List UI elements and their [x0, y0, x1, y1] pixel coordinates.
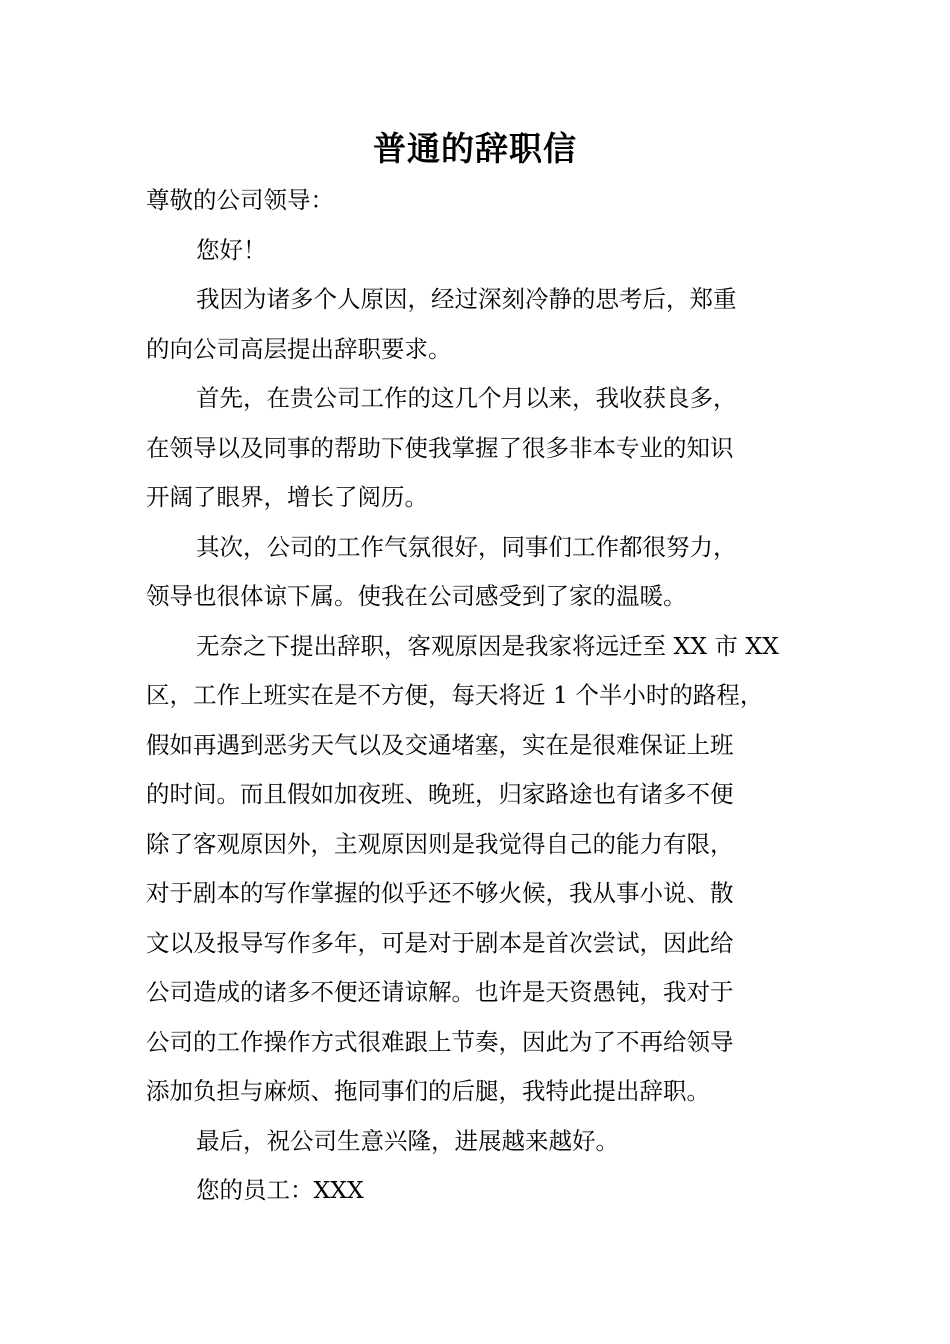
letter-line: 的向公司高层提出辞职要求。 [146, 334, 452, 363]
letter-line: 我因为诸多个人原因，经过深刻冷静的思考后，郑重 [196, 285, 737, 313]
letter-line: 文以及报导写作多年，可是对于剧本是首次尝试，因此给 [146, 928, 734, 957]
letter-line: 最后，祝公司生意兴隆，进展越来越好。 [196, 1126, 619, 1155]
letter-line: 您的员工：XXX [196, 1176, 364, 1204]
letter-line: 添加负担与麻烦、拖同事们的后腿，我特此提出辞职。 [146, 1077, 710, 1105]
letter-line: 区，工作上班实在是不方便，每天将近 1 个半小时的路程， [146, 681, 764, 709]
letter-line: 的时间。而且假如加夜班、晚班，归家路途也有诸多不便 [146, 780, 734, 808]
letter-line: 开阔了眼界，增长了阅历。 [146, 483, 428, 511]
letter-line: 首先，在贵公司工作的这几个月以来，我收获良多， [196, 384, 737, 412]
letter-body [146, 176, 806, 1216]
letter-line: 无奈之下提出辞职，客观原因是我家将远迁至 XX 市 XX [196, 631, 779, 660]
letter-line: 对于剧本的写作掌握的似乎还不够火候，我从事小说、散 [146, 879, 734, 907]
letter-line: 您好！ [196, 235, 267, 264]
letter-line: 公司造成的诸多不便还请谅解。也许是天资愚钝，我对于 [146, 978, 734, 1006]
letter-line: 除了客观原因外，主观原因则是我觉得自己的能力有限， [146, 829, 734, 858]
letter-line: 公司的工作操作方式很难跟上节奏，因此为了不再给领导 [146, 1027, 734, 1056]
letter-line: 假如再遇到恶劣天气以及交通堵塞，实在是很难保证上班 [146, 730, 734, 759]
document-title: 普通的辞职信 [373, 129, 577, 168]
letter-line: 尊敬的公司领导： [146, 186, 334, 214]
letter-line: 在领导以及同事的帮助下使我掌握了很多非本专业的知识 [146, 433, 734, 462]
letter-line: 领导也很体谅下属。使我在公司感受到了家的温暖。 [146, 582, 687, 610]
letter-line: 其次，公司的工作气氛很好，同事们工作都很努力， [196, 532, 737, 561]
